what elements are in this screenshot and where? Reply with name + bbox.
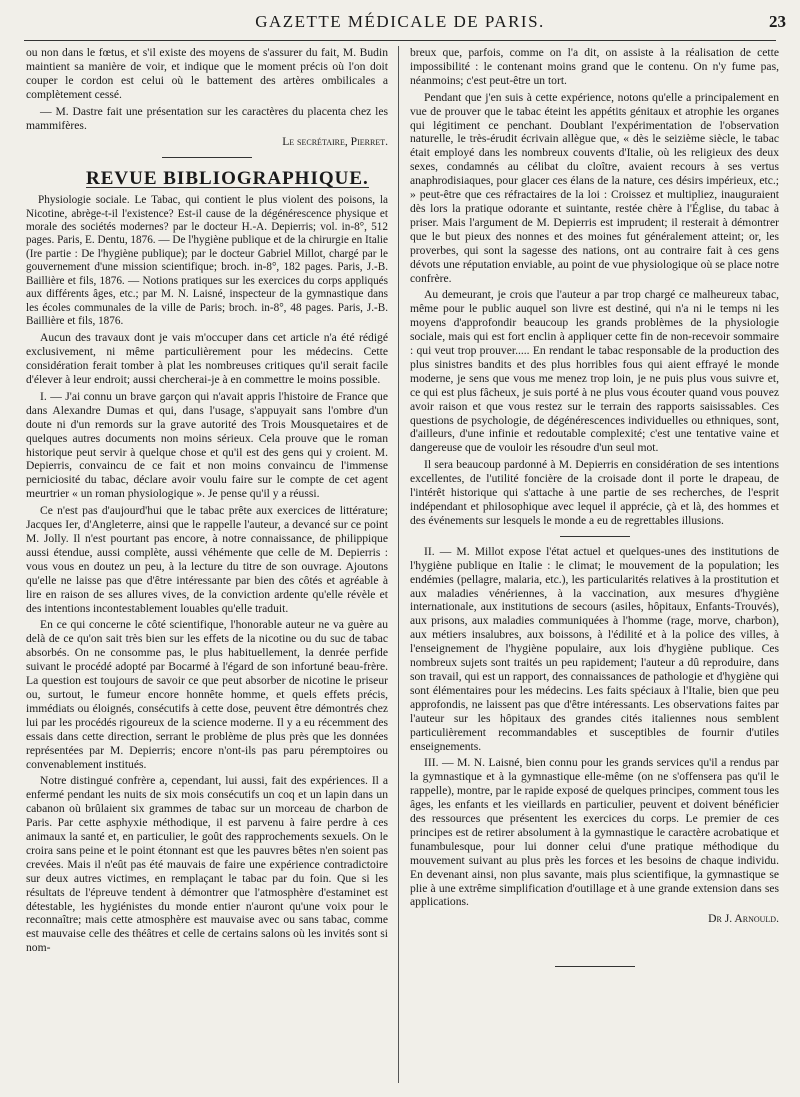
- secretary-signature: Le secrétaire, Pierret.: [282, 135, 388, 149]
- paragraph: — M. Dastre fait une présentation sur les caractères du placenta chez les mammifères.: [26, 104, 388, 132]
- separator-rule: [560, 536, 630, 537]
- left-column: [26, 46, 388, 1083]
- paragraph: Aucun des travaux dont je vais m'occuper dans cet article n'a été rédigé exclusivement, ni même particulièrement pour les médecins. Cette considération ferait tomber à plat les nombreuses critiques qu'il serait facile d'élever à leur endroit; aussi chercherai-je à en commettre le moins possible.: [26, 331, 388, 387]
- paragraph: Au demeurant, je crois que l'auteur a par trop chargé ce malheureux tabac, même pour le public auquel son livre est destiné, qui n'a ni le temps ni les moyens d'approfondir beaucoup les grands problèmes de la physiologie sociale, mais qui est fort enclin à appliquer cette fin de non-recevoir sommaire : qui veut trop prouver..... En rendant le tabac responsable de la production des plus sinistres bandits et des plus horribles fous qui aient effrayé le monde moderne, je sens que vous me menez trop loin, je ne puis plus vous suivre et, ce qui est plus fâcheux, je suis porté à ne plus vous écouter quand vous pouvez avoir raison et que vous restez sur le terrain des rapports saisissables. Ces questions de psychologie, de dégénérescences individuelles ou ethniques, sont, d'ailleurs, d'une infinie et redoutable complexité; c'est une tentative vaine et dangereuse que de vouloir les résoudre d'un seul mot.: [410, 288, 779, 455]
- bibliography-entries: Physiologie sociale. Le Tabac, qui contient le plus violent des poisons, la Nicotine, abrège-t-il l'existence? Est-il cause de la dégénérescence physique et morale des sociétés modernes? par le docteur H.-A. Depierris; vol. in-8°, 512 pages. Paris, E. Dentu, 1876. — De l'hygiène publique et de la chirurgie en Italie (Ire partie : De l'hygiène publique); par le docteur Gabriel Millot, chargé par le gouvernement d'une mission scientifique; broch. in-8°, 182 pages. Paris, J.-B. Baillière et fils, 1876. — Notions pratiques sur les exercices du corps appliqués aux différents âges, etc.; par M. N. Laisné, inspecteur de la gymnastique dans les écoles communales de la ville de Paris; broch. in-8°, 48 pages. Paris, J.-B. Baillière et fils, 1876.: [26, 194, 388, 327]
- paragraph: III. — M. N. Laisné, bien connu pour les grands services qu'il a rendus par la gymnastique et à la gymnastique elle-même (on ne s'offensera pas qu'il le rappelle), montre, par le rapide exposé de quelques principes, comment tous les âges, les enfants et les vieillards en particulier, peuvent et doivent bénéficier des ressources que présentent les exercices du corps. Le premier de ces principes est de retirer absolument à la gymnastique le caractère acrobatique et funambulesque, pour lui donner celui d'une pratique méthodique du mouvement suivant au plus près les forces et les besoins de chaque individu. En devenant ainsi, non plus savante, mais plus scientifique, la gymnastique se plie à une extrême simplification d'outillage et à une grande extension dans ses applications.: [410, 756, 779, 909]
- page-header: [0, 0, 800, 40]
- page-number: 23: [769, 12, 786, 31]
- separator-rule: [162, 157, 252, 158]
- end-rule: [555, 966, 635, 967]
- paragraph: Ce n'est pas d'aujourd'hui que le tabac prête aux exercices de littérature; Jacques Ier, d'Angleterre, ainsi que le rappelle l'auteur, a devancé sur ce point M. Jolly. Il n'est pourtant pas encore, à notre connaissance, de philippique aussi étendue, aussi complète, aussi véhémente que celle de M. Depierris : vous vous en doutez un peu, à la lecture du titre de son ouvrage. Ajoutons qu'elle ne laisse pas que d'être intéressante par bien des côtés et agréable à lire en raison de ses allures vives, de la conviction ardente qu'elle révèle et des intentions incontestablement louables qu'elle traduit.: [26, 504, 388, 615]
- paragraph: II. — M. Millot expose l'état actuel et quelques-unes des institutions de l'hygiène publique en Italie : le climat; le mouvement de la population; les endémies (pellagre, malaria, etc.), les particularités relatives à la prostitution et aux maladies vénériennes, à la vaccination, aux mesures d'hygiène internationale, aux institutions de secours (asiles, hôpitaux, Enfants-Trouvés), aux prisons, aux maladies communiquées à l'homme (rage, morve, charbon), aux métiers insalubres, aux boissons, à l'édilité et à la police des villes, à l'enseignement de l'hygiène populaire, aux lois d'hygiène publique. Ces nombreux sujets sont traités un peu rapidement; l'auteur a dû reproduire, dans son travail, qui est un rapport, des connaissances de pathologie et d'hygiène qui sont élémentaires pour les médecins. Les faits spéciaux à l'Italie, bien que peu approfondis, ne laissent pas que d'être intéressants. Les observations faites par l'auteur sur les hôpitaux des grandes cités italiennes nous semblent particulièrement recommandables et susceptibles de fournir d'utiles enseignements.: [410, 544, 779, 753]
- header-rule: [24, 40, 776, 41]
- paragraph: Pendant que j'en suis à cette expérience, notons qu'elle a principalement en vue de prouver que le tabac éteint les appétits génitaux et atrophie les organes qui légitiment ce penchant. Doublant l'expérimentation de l'observation naturelle, le très-érudit écrivain allègue que, « dès le seizième siècle, le tabac était employé dans les nombreux couvents d'Italie, où les religieux des deux sexes, condamnés au célibat du cloître, avaient recours à ses vertus anaphrodisiaques, pour glacer ces élans de la nature, ces désirs impérieux, etc.; » peut-être que ces réfractaires de la loi : Croissez et multipliez, inauguraient dès lors la pratique odorante et suintante, restée chère à l'Église, du tabac à priser. Mais l'argument de M. Depierris est imprudent; il resterait à démontrer que le but pieux des nonnes et des moines fut généralement atteint; or, les proverbes, qui sont la sagesse des nations, ont au contraire fait à ces gens dévots une réputation enviable, au point de vue physiologique où se place notre confrère.: [410, 90, 779, 285]
- paragraph: ou non dans le fœtus, et s'il existe des moyens de s'assurer du fait, M. Budin maintient sa manière de voir, et indique que le moment précis où l'on doit couper le cordon est celui où le battement des artères ombilicales a complètement cessé.: [26, 46, 388, 101]
- section-title: REVUE BIBLIOGRAPHIQUE.: [86, 168, 369, 190]
- column-divider: [398, 46, 399, 1083]
- running-title: GAZETTE MÉDICALE DE PARIS.: [255, 12, 545, 31]
- paragraph: Il sera beaucoup pardonné à M. Depierris en considération de ses intentions excellentes, de l'utilité foncière de la croisade dont il porte le drapeau, de l'intérêt historique qui s'attache à une partie de ses recherches, de l'esprit indépendant et philosophique avec lequel il apprécie, çà et là, des hommes et des événements sur lesquels le monde a eu de regrettables illusions.: [410, 458, 779, 527]
- author-signature: Dr J. Arnould.: [708, 912, 779, 926]
- paragraph: Notre distingué confrère a, cependant, lui aussi, fait des expériences. Il a enfermé pendant les nuits de six mois consécutifs un coq et un lapin dans un cabanon où brûlaient six grammes de tabac sur un morceau de charbon de Paris. Par cette asphyxie méthodique, il est parvenu à faire perdre à ces animaux la santé et, en particulier, le goût des rapprochements sexuels. On le croira sans peine et le point étonnant est que les pauvres bêtes n'en soient pas crevées. Mais il n'eût pas été mauvais de faire une expérience contradictoire sur deux autres victimes, en remplaçant le tabac par du foin. Que si les résultats de l'épreuve tendent à démontrer que l'atmosphère d'estaminet est détestable, les hygiénistes du monde entier n'auront qu'une voix pour le reconnaître; mais cette atmosphère est mauvaise avec ou sans tabac, comme est mauvaise celle des théâtres et celle de certains salons où les invités sont si nom-: [26, 774, 388, 955]
- paragraph: En ce qui concerne le côté scientifique, l'honorable auteur ne va guère au delà de ce qu'on sait très bien sur les effets de la nicotine ou du suc de tabac absorbés. On ne consomme pas, le plus habituellement, la denrée perfide suivant le procédé adopté par Bocarmé à l'égard de son infortuné beau-frère. La question est toujours de savoir ce que peut absorber de nicotine le priseur ou, surtout, le fumeur encore honnête homme, et quels effets précis, immédiats ou éloignés, consécutifs à cette dose, peuvent être démontrés chez lui par les procédés rigoureux de la science moderne. Il y a eu récemment des essais dans cette direction, serrant le problème de plus près que les données représentées par M. Depierris; encore n'ont-ils pas paru péremptoires ou convenablement institués.: [26, 618, 388, 771]
- paragraph: breux que, parfois, comme on l'a dit, on assiste à la réalisation de cette impossibilité : le contenant moins grand que le contenu. On n'y fume pas, néanmoins; c'est peut-être un tort.: [410, 46, 779, 87]
- paragraph: I. — J'ai connu un brave garçon qui n'avait appris l'histoire de France que dans Alexandre Dumas et qui, dans l'usage, s'appuyait sans l'ombre d'un doute ni d'un remords sur la grave autorité des Trois Mousquetaires et de quelques autres documents non moins sérieux. Cela prouve que le roman historique peut servir à quelque chose et qu'il est des gens qui y croient. M. Depierris, convaincu de ce fait et non moins convaincu de l'immense perniciosité du tabac, déclare avoir voulu faire sur le compte de cet agent meurtrier « un roman physiologique ». Je pense qu'il y a réussi.: [26, 389, 388, 501]
- bibliography-block: [26, 194, 388, 328]
- right-column: [410, 46, 779, 1083]
